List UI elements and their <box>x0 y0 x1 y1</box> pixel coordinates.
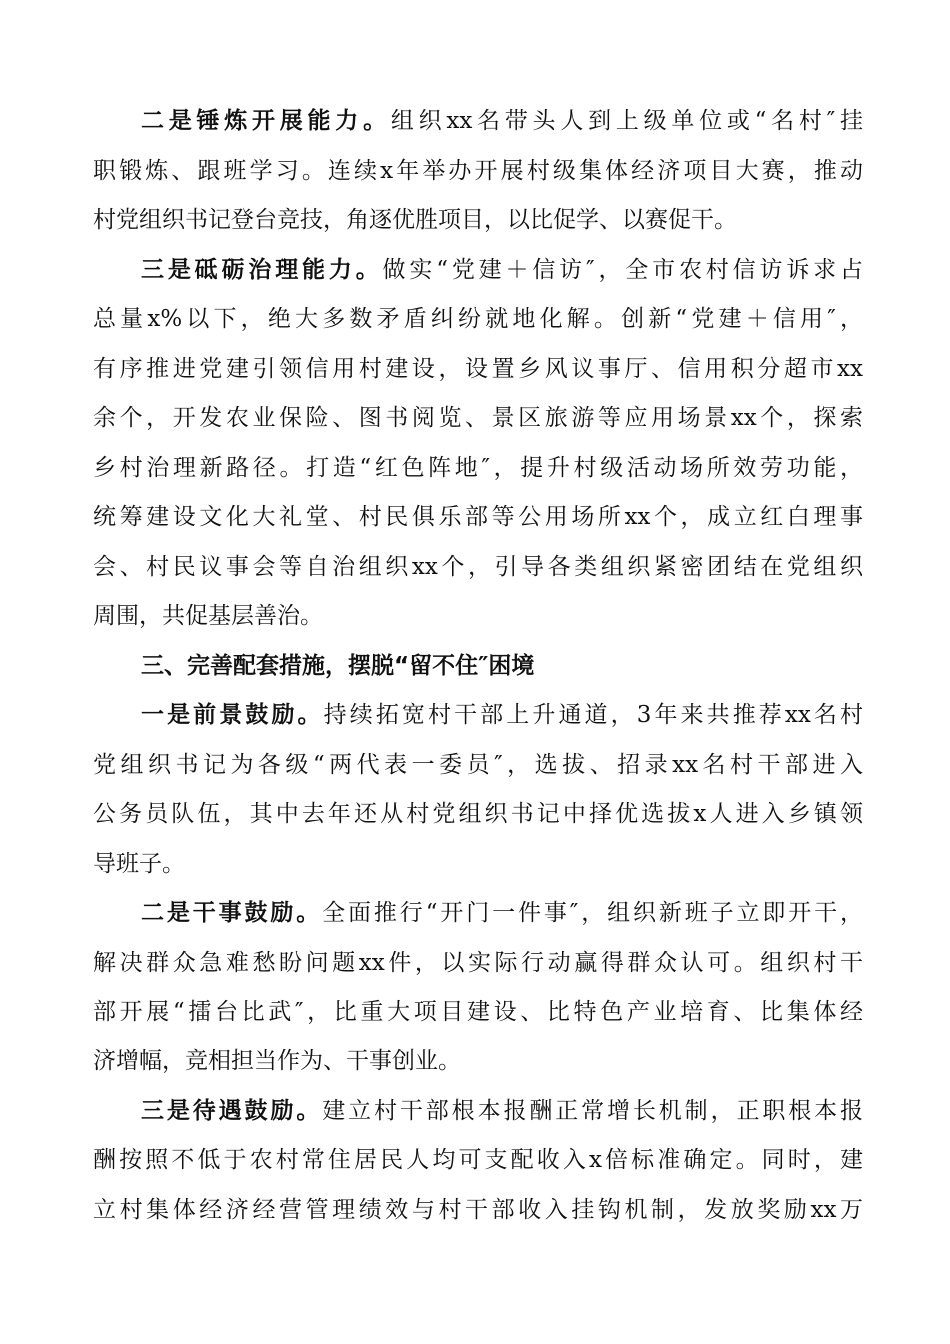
paragraph-line: 公务员队伍，其中去年还从村党组织书记中择优选拔x人进入乡镇领 <box>93 801 863 827</box>
paragraph-lead: 三是砥砺治理能力。 <box>141 257 383 283</box>
paragraph-lead: 二是干事鼓励。 <box>141 900 323 926</box>
paragraph-line <box>141 1091 863 1131</box>
paragraph-text: 持续拓宽村干部上升通道，3年来共推荐xx名村 <box>323 702 863 728</box>
paragraph-line: 乡村治理新路径。打造“红色阵地″，提升村级活动场所效劳功能， <box>93 455 863 481</box>
section-heading: 三、完善配套措施，摆脱“留不住″困境 <box>141 653 535 679</box>
paragraph-line <box>141 695 863 735</box>
paragraph-line: 导班子。 <box>93 851 185 877</box>
paragraph-line: 解决群众急难愁盼问题xx件，以实际行动赢得群众认可。组织村干 <box>93 950 863 976</box>
paragraph-line: 酬按照不低于农村常住居民人均可支配收入x倍标准确定。同时，建 <box>93 1147 863 1173</box>
paragraph-text: 做实“党建＋信访″，全市农村信访诉求占 <box>382 257 863 283</box>
paragraph-lead: 一是前景鼓励。 <box>141 702 324 728</box>
paragraph-line <box>141 101 863 141</box>
paragraph-line: 部开展“擂台比武″，比重大项目建设、比特色产业培育、比集体经 <box>93 999 863 1025</box>
paragraph-line: 会、村民议事会等自治组织xx个，引导各类组织紧密团结在党组织 <box>93 554 863 580</box>
paragraph-line: 村党组织书记登台竞技，角逐优胜项目，以比促学、以赛促干。 <box>93 207 737 233</box>
paragraph-line: 职锻炼、跟班学习。连续x年举办开展村级集体经济项目大赛，推动 <box>93 158 863 184</box>
paragraph-line: 立村集体经济经营管理绩效与村干部收入挂钩机制，发放奖励xx万 <box>93 1197 863 1223</box>
paragraph-line: 统筹建设文化大礼堂、村民俱乐部等公用场所xx个，成立红白理事 <box>93 504 863 530</box>
paragraph-text: 全面推行“开门一件事″，组织新班子立即开干， <box>322 900 863 926</box>
paragraph-line: 周围，共促基层善治。 <box>93 603 323 629</box>
paragraph-line: 党组织书记为各级“两代表一委员″，选拔、招录xx名村干部进入 <box>93 752 863 778</box>
paragraph-lead: 三是待遇鼓励。 <box>141 1098 323 1124</box>
paragraph-line <box>141 250 863 290</box>
paragraph-line: 济增幅，竞相担当作为、干事创业。 <box>93 1048 461 1074</box>
paragraph-text: 建立村干部根本报酬正常增长机制，正职根本报 <box>322 1098 863 1124</box>
paragraph-line: 有序推进党建引领信用村建设，设置乡风议事厅、信用积分超市xx <box>93 356 863 382</box>
paragraph-line: 总量x%以下，绝大多数矛盾纠纷就地化解。创新“党建＋信用″， <box>93 306 863 332</box>
paragraph-text: 组织xx名带头人到上级单位或“名村″挂 <box>390 108 863 134</box>
paragraph-line: 余个，开发农业保险、图书阅览、景区旅游等应用场景xx个，探索 <box>93 405 863 431</box>
paragraph-lead: 二是锤炼开展能力。 <box>141 108 391 134</box>
paragraph-line <box>141 893 863 933</box>
